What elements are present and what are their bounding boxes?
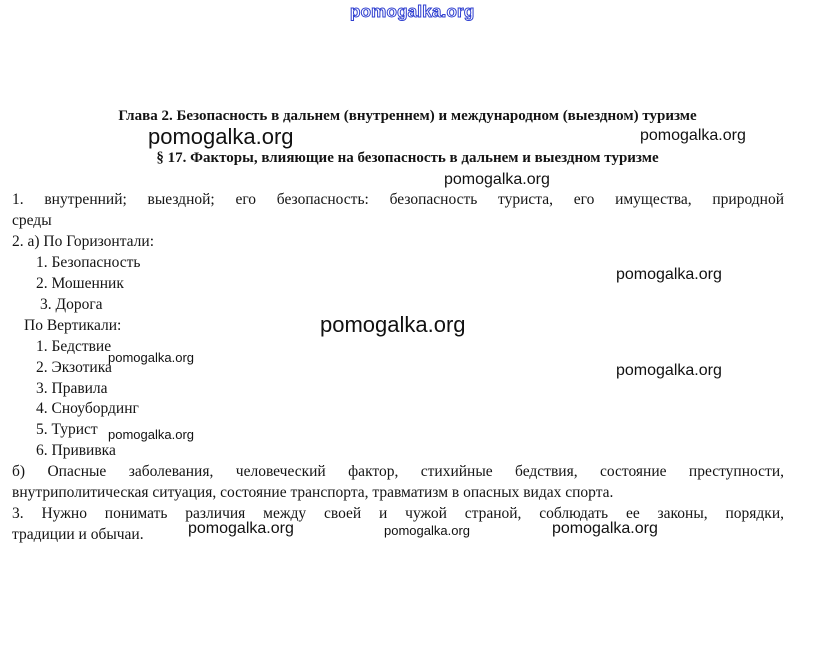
vertical-item: 6. Прививка (36, 442, 116, 459)
vertical-item: 2. Экзотика (36, 359, 112, 376)
watermark-small: pomogalka.org (108, 350, 194, 365)
watermark-small: pomogalka.org (108, 427, 194, 442)
watermark: pomogalka.org (616, 362, 722, 379)
horizontal-item: 1. Безопасность (36, 254, 141, 271)
vertical-item: 3. Правила (36, 380, 108, 397)
answer-1-line-2: среды (12, 212, 52, 229)
answer-2b-line-1: б) Опасные заболевания, человеческий фактор, стихийные бедствия, состояние преступности, (12, 463, 784, 480)
watermark: pomogalka.org (616, 266, 722, 283)
watermark: pomogalka.org (552, 520, 658, 537)
site-watermark-top: pomogalka.org (350, 2, 475, 21)
watermark: pomogalka.org (188, 520, 294, 537)
section-title: § 17. Факторы, влияющие на безопасность в дальнем и выездном туризме (156, 150, 659, 166)
answer-3-line-2: традиции и обычаи. (12, 526, 144, 543)
watermark-large: pomogalka.org (320, 312, 466, 337)
answer-2-intro: 2. а) По Горизонтали: (12, 233, 155, 250)
answer-2b-line-2: внутриполитическая ситуация, состояние транспорта, травматизм в опасных видах спорта. (12, 484, 614, 501)
horizontal-item: 3. Дорога (40, 296, 103, 313)
vertical-item: 5. Турист (36, 421, 98, 438)
answer-3-line-1: 3. Нужно понимать различия между своей и чужой страной, соблюдать ее законы, порядки, (12, 505, 784, 522)
chapter-title: Глава 2. Безопасность в дальнем (внутреннем) и международном (выездном) туризме (118, 108, 697, 124)
vertical-label: По Вертикали: (24, 317, 122, 334)
vertical-item: 1. Бедствие (36, 338, 112, 355)
vertical-item: 4. Сноубординг (36, 400, 139, 417)
horizontal-item: 2. Мошенник (36, 275, 124, 292)
watermark-large: pomogalka.org (148, 124, 294, 149)
watermark-small: pomogalka.org (384, 523, 470, 538)
watermark: pomogalka.org (640, 127, 746, 144)
watermark: pomogalka.org (444, 171, 550, 188)
answer-1-line-1: 1. внутренний; выездной; его безопасность: безопасность туриста, его имущества, природной (12, 191, 784, 208)
